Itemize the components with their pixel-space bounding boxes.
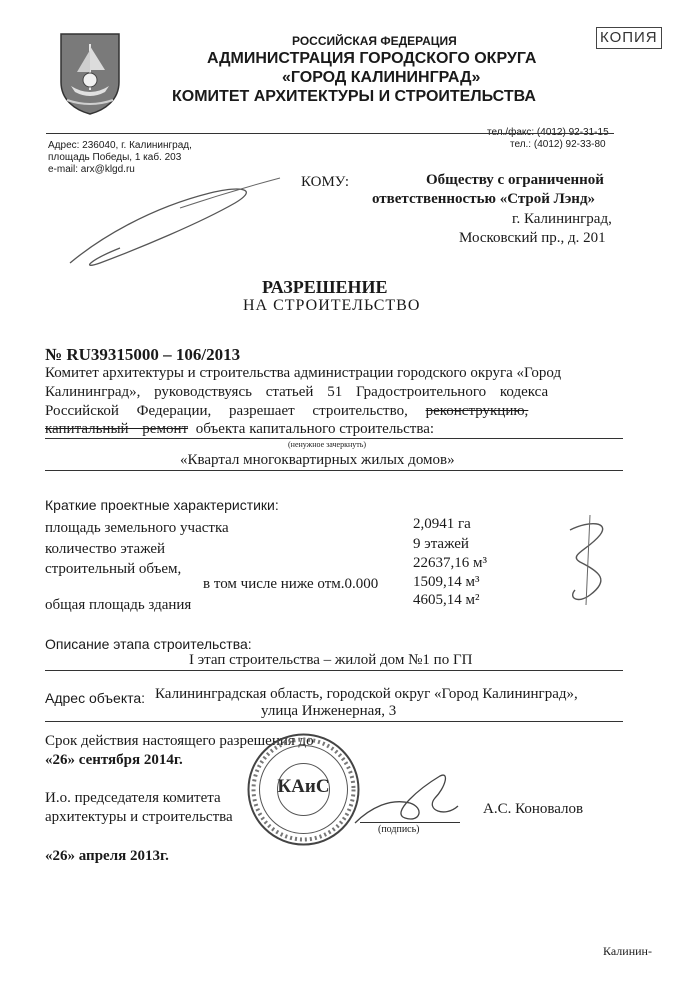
signer-position-line1: И.о. председателя комитета [45, 790, 221, 806]
char-value-below-zero: 1509,14 м³ [413, 574, 480, 590]
document-subtitle: НА СТРОИТЕЛЬСТВО [243, 297, 421, 314]
document-title: РАЗРЕШЕНИЕ [262, 277, 388, 297]
char-value-floors: 9 этажей [413, 536, 469, 552]
header-address-line1: Адрес: 236040, г. Калининград, [48, 140, 192, 151]
footer-fragment: Калинин- [603, 944, 652, 958]
signer-position-line2: архитектуры и строительства [45, 809, 233, 825]
header-committee: КОМИТЕТ АРХИТЕКТУРЫ И СТРОИТЕЛЬСТВА [172, 88, 536, 105]
object-address-line1: Калининградская область, городской округ «Город Калининград», [155, 686, 578, 702]
permit-body-line3 [45, 403, 528, 420]
characteristics-heading: Краткие проектные характеристики: [45, 497, 279, 513]
header-federation: РОССИЙСКАЯ ФЕДЕРАЦИЯ [292, 34, 457, 48]
stage-value: I этап строительства – жилой дом №1 по ГП [189, 652, 473, 668]
recipient-to-label: КОМУ: [301, 174, 350, 190]
permit-body-line4-text: объекта капитального строительства: [195, 421, 435, 437]
struck-option-reconstruction: реконструкцию, [425, 403, 529, 419]
recipient-line3: г. Калининград, [512, 211, 612, 227]
header-divider [46, 133, 614, 134]
permit-body-line3-text: Российской Федерации, разрешает строительство, [45, 403, 408, 419]
recipient-line2: ответственностью «Строй Лэнд» [372, 191, 596, 207]
signature-caption: (подпись) [378, 824, 420, 835]
coat-of-arms-logo [57, 30, 123, 116]
signature-line [360, 822, 460, 823]
header-email: e-mail: arx@klgd.ru [48, 164, 135, 175]
strike-note: (ненужное зачеркнуть) [288, 440, 367, 449]
header-administration: АДМИНИСТРАЦИЯ ГОРОДСКОГО ОКРУГА [207, 50, 537, 67]
stage-underline [45, 670, 623, 671]
header-city: «ГОРОД КАЛИНИНГРАД» [282, 69, 481, 86]
issue-date: «26» апреля 2013г. [45, 848, 169, 864]
permit-body-line1: Комитет архитектуры и строительства администрации городского округа «Город [45, 365, 562, 381]
char-label-total-area: общая площадь здания [45, 597, 192, 613]
object-name: «Квартал многоквартирных жилых домов» [180, 452, 455, 468]
char-label-volume: строительный объем, [45, 561, 182, 577]
header-phone-fax: тел./факс: (4012) 92-31-15 [487, 127, 609, 138]
char-value-volume: 22637,16 м³ [413, 555, 487, 571]
object-name-underline [45, 470, 623, 471]
recipient-line1: Обществу с ограниченной [426, 172, 604, 188]
recipient-line4: Московский пр., д. 201 [459, 230, 606, 246]
permit-body-line2: Калининград», руководствуясь статьей 51 Градостроительного кодекса [45, 384, 549, 400]
stage-heading: Описание этапа строительства: [45, 636, 252, 652]
validity-date: «26» сентября 2014г. [45, 752, 183, 768]
permit-body-line4 [45, 421, 434, 438]
handwritten-mark-right [560, 510, 620, 610]
handwritten-mark [60, 168, 290, 278]
copy-stamp: КОПИЯ [596, 27, 662, 49]
object-address-label: Адрес объекта: [45, 690, 146, 706]
char-label-floors: количество этажей [45, 541, 166, 557]
object-address-line2: улица Инженерная, 3 [261, 703, 397, 719]
struck-option-capital-repair: капитальный ремонт [45, 421, 189, 437]
permit-body-underline [45, 438, 623, 439]
object-address-underline [45, 721, 623, 722]
char-value-land-area: 2,0941 га [413, 516, 471, 532]
header-address-line2: площадь Победы, 1 каб. 203 [48, 152, 182, 163]
permit-number: № RU39315000 – 106/2013 [45, 345, 241, 364]
char-label-below-zero: в том числе ниже отм.0.000 [203, 576, 379, 592]
validity-text: Срок действия настоящего разрешения до [45, 733, 314, 749]
char-label-land-area: площадь земельного участка [45, 520, 229, 536]
header-phone: тел.: (4012) 92-33-80 [510, 139, 606, 150]
signer-name: А.С. Коновалов [483, 801, 584, 817]
char-value-total-area: 4605,14 м² [413, 592, 480, 608]
official-seal [246, 732, 361, 847]
seal-center-text: КАиС [277, 776, 330, 797]
